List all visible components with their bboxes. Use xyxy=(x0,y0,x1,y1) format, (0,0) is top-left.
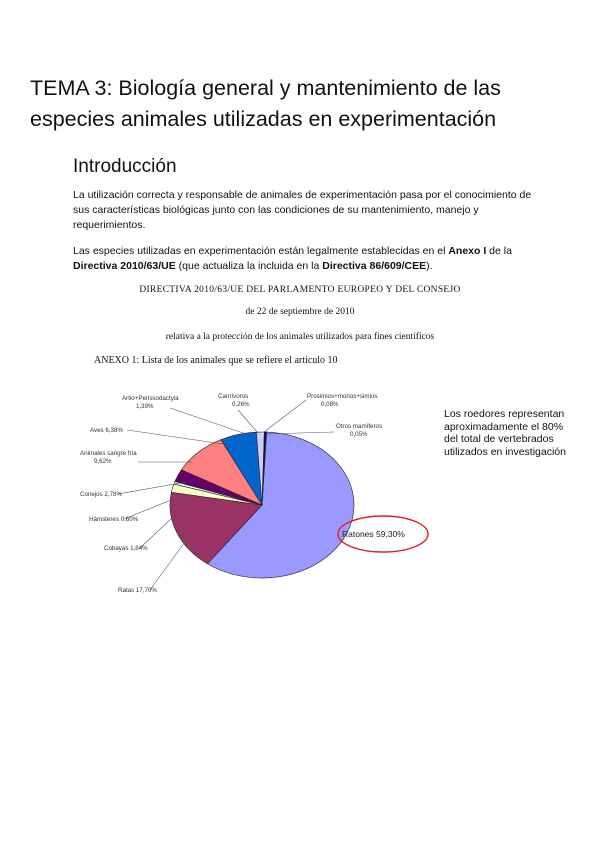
directive-reference: Directiva 2010/63/UE xyxy=(73,260,176,272)
paragraph-text: de la xyxy=(486,245,512,257)
paragraph-text: (que actualiza la incluida en la xyxy=(175,260,323,272)
slice-label: Artio+Perissodactyla 1,39% xyxy=(122,395,179,410)
slice-label: Prosimios+monos+simios 0,08% xyxy=(307,393,378,408)
directive-subject: relativa a la protección de los animales utilizados para fines científicos xyxy=(165,332,435,342)
section-heading: Introducción xyxy=(73,156,177,177)
leader-line xyxy=(150,528,195,590)
slice-label: Cobayas 1,84% xyxy=(104,545,148,552)
leader-line xyxy=(127,430,230,445)
old-directive-reference: Directiva 86/609/CEE xyxy=(322,260,427,272)
slice-label: Otros mamíferos 0,05% xyxy=(336,423,383,438)
slice-label: Hámsteres 0,60% xyxy=(89,516,139,523)
slice-label: Carnívoros 0,26% xyxy=(218,393,250,408)
slice-label: Animales sangre fría 9,62% xyxy=(80,450,137,465)
slice-label: Aves 6,38% xyxy=(90,427,123,434)
intro-paragraph: La utilización correcta y responsable de animales de experimentación pasa por el conocimiento de sus características biológicas junto con las condiciones de su mantenimiento, manejo y requerimientos. xyxy=(73,189,532,231)
anexo-reference: Anexo I xyxy=(448,245,487,257)
page-title: TEMA 3: Biología general y mantenimiento de las especies animales utilizadas en experimentación xyxy=(30,76,501,131)
slice-label: Ratones 59,30% xyxy=(342,529,405,539)
slice-label: Ratas 17,70% xyxy=(118,587,157,594)
anexo-heading: ANEXO 1: Lista de los animales que se refiere el articulo 10 xyxy=(94,355,338,366)
leader-line xyxy=(238,410,258,433)
directive-title: DIRECTIVA 2010/63/UE DEL PARLAMENTO EUROPEO Y DEL CONSEJO xyxy=(139,285,461,295)
paragraph-text: ). xyxy=(426,260,433,272)
paragraph-text: Las especies utilizadas en experimentación están legalmente establecidas en el xyxy=(73,245,449,257)
directive-date: de 22 de septiembre de 2010 xyxy=(245,307,355,317)
side-note: Los roedores representan aproximadamente el 80% del total de vertebrados utilizados en investigación xyxy=(444,408,566,458)
slice-label: Conejos 2,78% xyxy=(80,491,122,498)
leader-line xyxy=(264,400,306,432)
